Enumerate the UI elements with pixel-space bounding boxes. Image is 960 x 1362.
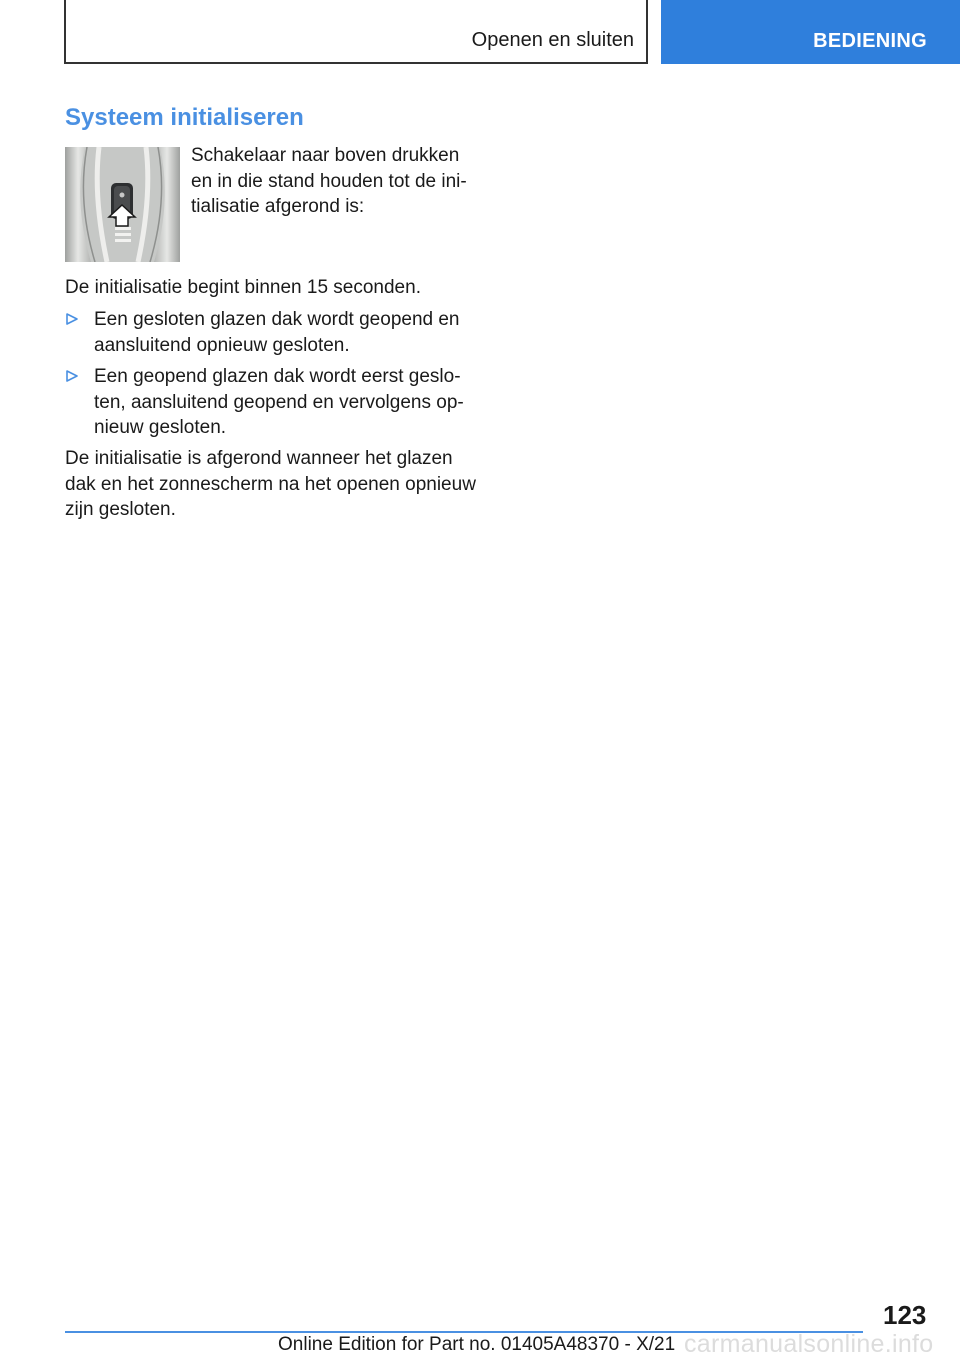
roof-switch-push-up-illustration [65, 147, 180, 262]
header-section-box [64, 0, 648, 64]
intro-text: Schakelaar naar boven drukken en in die stand houden tot de initialisatie afgerond is: [191, 145, 467, 217]
edition-note: Online Edition for Part no. 01405A48370 - X/21 [278, 1334, 676, 1355]
paragraph-initialisation-start: De initialisatie begint binnen 15 seconden. [65, 277, 421, 298]
header-chapter-tab [661, 0, 960, 64]
page-number: 123 [883, 1300, 927, 1330]
site-watermark: carmanualsonline.info [684, 1330, 934, 1358]
roof-switch-illustration [65, 147, 180, 262]
triangle-right-outline-icon [65, 312, 79, 326]
header-section-title: Openen en sluiten [471, 29, 634, 51]
paragraph-initialisation-complete: De initialisatie is afgerond wanneer het glazen dak en het zonnescherm na het openen opnieuw zijn gesloten. [65, 448, 476, 520]
list-item-text: Een gesloten glazen dak wordt geopend en aansluitend opnieuw gesloten. [94, 309, 460, 356]
section-heading: Systeem initialiseren [65, 104, 304, 131]
header-chapter-title: BEDIENING [813, 30, 927, 52]
list-item-text: Een geopend glazen dak wordt eerst gesloten, aansluitend geopend en vervolgens opnieuw gesloten. [94, 366, 464, 438]
triangle-right-outline-icon [65, 369, 79, 383]
